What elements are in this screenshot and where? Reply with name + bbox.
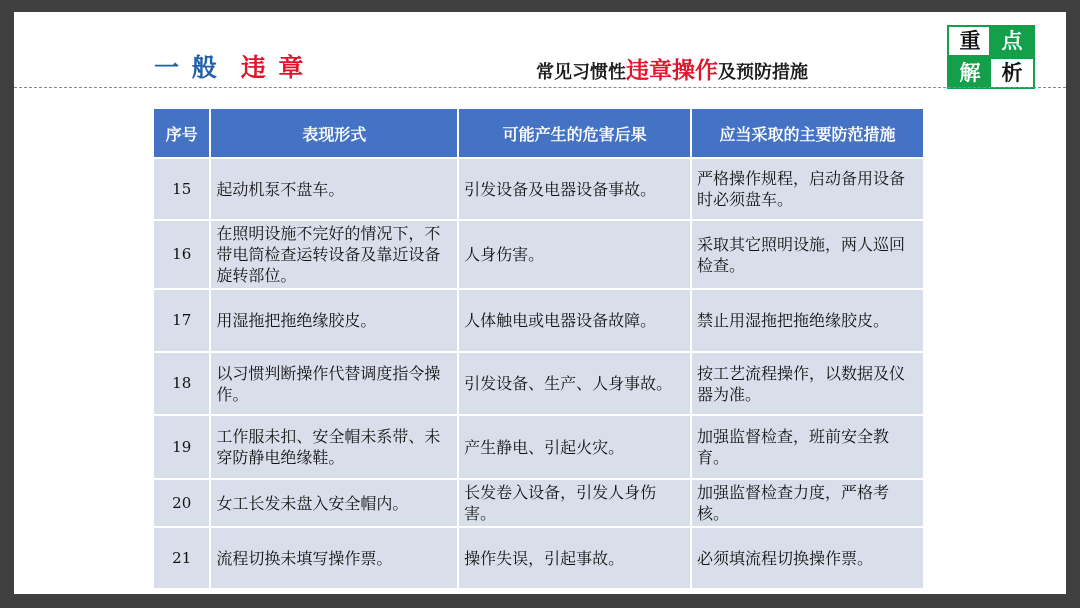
subtitle-before: 常见习惯性: [536, 62, 626, 83]
row-form: 以习惯判断操作代替调度指令操作。: [210, 352, 458, 415]
row-measure: 采取其它照明设施，两人巡回检查。: [691, 220, 924, 289]
badge-cell: 点: [989, 25, 1035, 57]
table-row: [153, 527, 924, 589]
badge-cell: 解: [947, 57, 993, 89]
slide: [14, 12, 1066, 594]
badge-cell: 析: [989, 57, 1035, 89]
row-measure: 按工艺流程操作，以数据及仪器为准。: [691, 352, 924, 415]
row-form: 流程切换未填写操作票。: [210, 527, 458, 589]
row-measure: 加强监督检查，班前安全教育。: [691, 415, 924, 479]
table-row: [153, 352, 924, 415]
row-form: 工作服未扣、安全帽未系带、未穿防静电绝缘鞋。: [210, 415, 458, 479]
section-title: [154, 48, 305, 84]
row-harm: 人体触电或电器设备故障。: [458, 289, 691, 352]
section-title-part1: 一 般: [154, 53, 219, 82]
col-header-form: 表现形式: [210, 108, 458, 158]
row-harm: 产生静电、引起火灾。: [458, 415, 691, 479]
row-measure: 禁止用湿拖把拖绝缘胶皮。: [691, 289, 924, 352]
row-number: 17: [153, 289, 210, 352]
row-number: 21: [153, 527, 210, 589]
row-number: 15: [153, 158, 210, 220]
col-header-number: 序号: [153, 108, 210, 158]
violations-table: [152, 107, 925, 590]
table-row: [153, 415, 924, 479]
badge-cell: 重: [947, 25, 993, 57]
row-harm: 长发卷入设备，引发人身伤害。: [458, 479, 691, 527]
key-point-badge: [946, 24, 1032, 86]
table-row: [153, 158, 924, 220]
col-header-measure: 应当采取的主要防范措施: [691, 108, 924, 158]
table-row: [153, 289, 924, 352]
row-harm: 引发设备及电器设备事故。: [458, 158, 691, 220]
row-number: 20: [153, 479, 210, 527]
row-number: 16: [153, 220, 210, 289]
subtitle-highlight: 违章操作: [626, 58, 718, 84]
row-measure: 加强监督检查力度，严格考核。: [691, 479, 924, 527]
table-row: [153, 479, 924, 527]
row-form: 用湿拖把拖绝缘胶皮。: [210, 289, 458, 352]
header-divider: [14, 87, 1066, 88]
row-harm: 人身伤害。: [458, 220, 691, 289]
table-row: [153, 220, 924, 289]
row-harm: 引发设备、生产、人身事故。: [458, 352, 691, 415]
slide-subtitle: [536, 52, 808, 85]
row-number: 18: [153, 352, 210, 415]
table-header-row: [153, 108, 924, 158]
row-harm: 操作失误，引起事故。: [458, 527, 691, 589]
row-measure: 必须填流程切换操作票。: [691, 527, 924, 589]
row-form: 起动机泵不盘车。: [210, 158, 458, 220]
col-header-harm: 可能产生的危害后果: [458, 108, 691, 158]
row-number: 19: [153, 415, 210, 479]
subtitle-after: 及预防措施: [718, 62, 808, 83]
row-form: 女工长发未盘入安全帽内。: [210, 479, 458, 527]
row-measure: 严格操作规程，启动备用设备时必须盘车。: [691, 158, 924, 220]
row-form: 在照明设施不完好的情况下，不带电筒检查运转设备及靠近设备旋转部位。: [210, 220, 458, 289]
section-title-part2: 违 章: [240, 53, 306, 82]
